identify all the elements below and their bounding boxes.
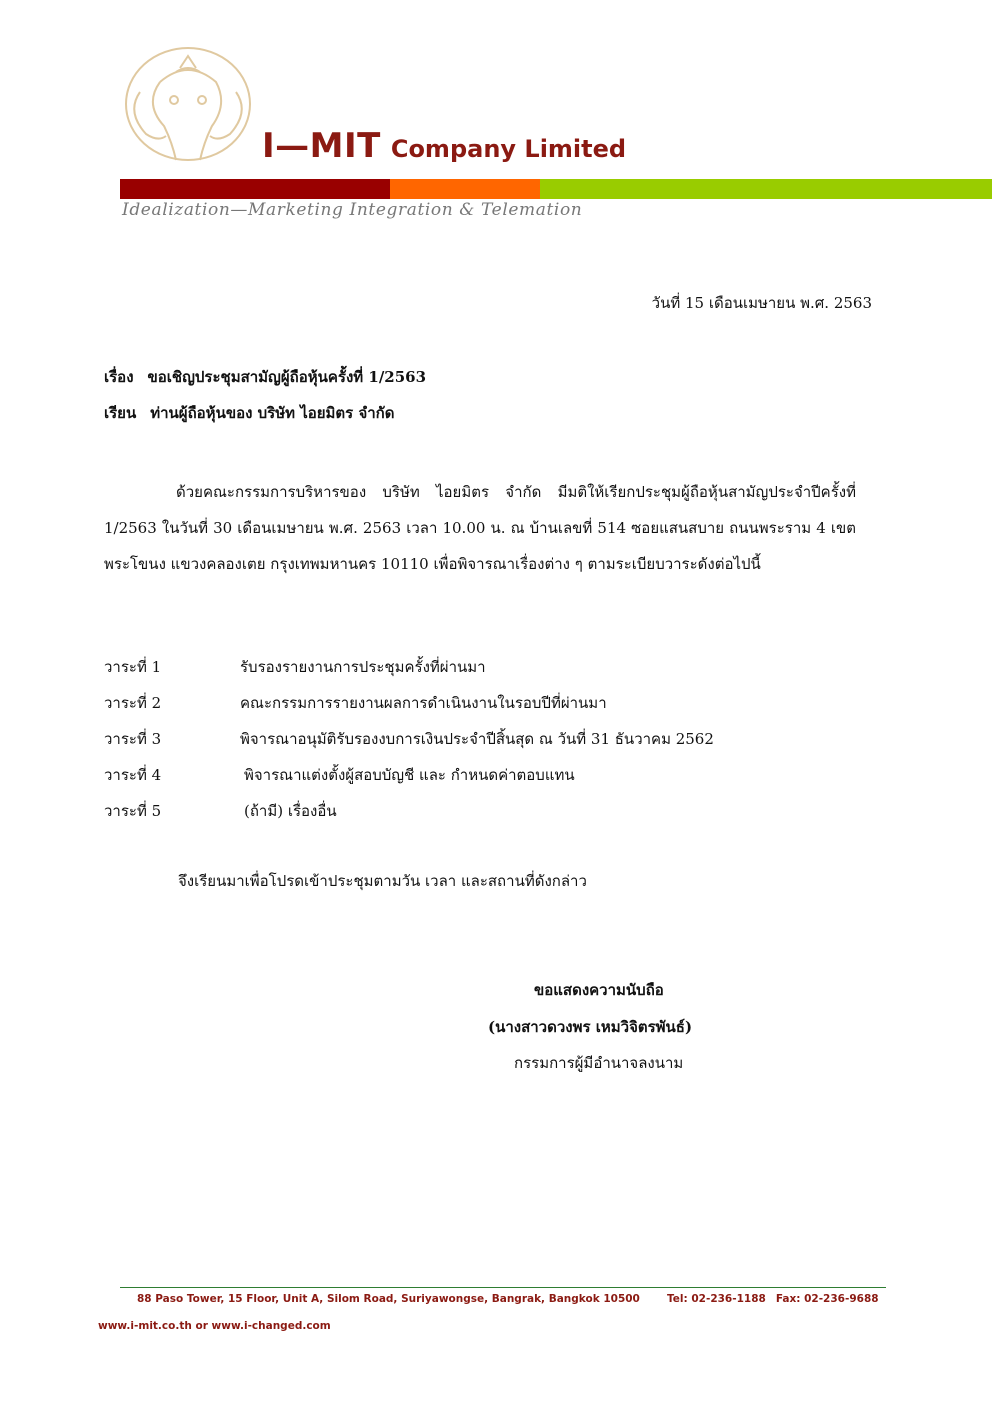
footer-contact — [667, 1293, 879, 1305]
closing-line: จึงเรียนมาเพื่อโปรดเข้าประชุมตามวัน เวลา และสถานที่ดังกล่าว — [178, 872, 587, 890]
footer-divider — [120, 1287, 886, 1288]
company-name — [262, 126, 626, 166]
recipient-line — [104, 403, 395, 423]
signature-regards: ขอแสดงความนับถือ — [534, 981, 664, 999]
brand-bar-orange — [390, 179, 540, 199]
company-suffix: Company Limited — [390, 135, 627, 163]
agenda-label: วาระที่ 4 — [104, 766, 162, 784]
agenda-text: คณะกรรมการรายงานผลการดำเนินงานในรอบปีที่ผ่านมา — [240, 694, 607, 712]
elephant-logo-icon — [120, 42, 258, 164]
footer-address: 88 Paso Tower, 15 Floor, Unit A, Silom Road, Suriyawongse, Bangrak, Bangkok 10500 — [137, 1293, 640, 1305]
brand-bar-red — [120, 179, 390, 199]
recipient-text: ท่านผู้ถือหุ้นของ บริษัท ไอยมิตร จำกัด — [150, 404, 395, 422]
subject-line — [104, 367, 426, 387]
footer-fax: Fax: 02-236-9688 — [775, 1293, 879, 1305]
company-tagline: Idealization—Marketing Integration & Telemation — [122, 200, 583, 220]
brand-bar-green — [540, 179, 992, 199]
letter-date: วันที่ 15 เดือนเมษายน พ.ศ. 2563 — [651, 294, 872, 312]
agenda-label: วาระที่ 3 — [104, 730, 162, 748]
agenda-text: รับรองรายงานการประชุมครั้งที่ผ่านมา — [240, 658, 486, 676]
subject-text: ขอเชิญประชุมสามัญผู้ถือหุ้นครั้งที่ 1/2563 — [147, 368, 427, 386]
intro-text: ด้วยคณะกรรมการบริหารของ บริษัท ไอยมิตร จำกัด มีมติให้เรียกประชุมผู้ถือหุ้นสามัญประจำปีครั้งที่ 1/2563 ในวันที่ 30 เดือนเมษายน พ.ศ. 2563 เวลา 10.00 น. ณ บ้านเลขที่ 514 ซอยแสนสบาย ถนนพระราม 4 เขตพระโขนง แขวงคลองเตย กรุงเทพมหานคร 10110 เพื่อพิจารณาเรื่องต่าง ๆ ตามระเบียบวาระดังต่อไปนี้ — [104, 483, 856, 573]
intro-paragraph — [104, 474, 856, 582]
agenda-text: (ถ้ามี) เรื่องอื่น — [244, 802, 337, 820]
subject-label: เรื่อง — [104, 368, 134, 386]
agenda-text: พิจารณาอนุมัติรับรองงบการเงินประจำปีสิ้นสุด ณ วันที่ 31 ธันวาคม 2562 — [240, 730, 714, 748]
footer-website: www.i-mit.co.th or www.i-changed.com — [98, 1320, 331, 1332]
signature-title: กรรมการผู้มีอำนาจลงนาม — [514, 1054, 684, 1072]
agenda-text: พิจารณาแต่งตั้งผู้สอบบัญชี และ กำหนดค่าตอบแทน — [244, 766, 575, 784]
agenda-label: วาระที่ 2 — [104, 694, 162, 712]
signature-name: (นางสาวดวงพร เหมวิจิตรพันธ์) — [488, 1018, 693, 1036]
company-brand: I—MIT — [262, 126, 381, 166]
recipient-label: เรียน — [104, 404, 137, 422]
footer-tel: Tel: 02-236-1188 — [667, 1293, 766, 1305]
agenda-label: วาระที่ 5 — [104, 802, 162, 820]
agenda-label: วาระที่ 1 — [104, 658, 162, 676]
